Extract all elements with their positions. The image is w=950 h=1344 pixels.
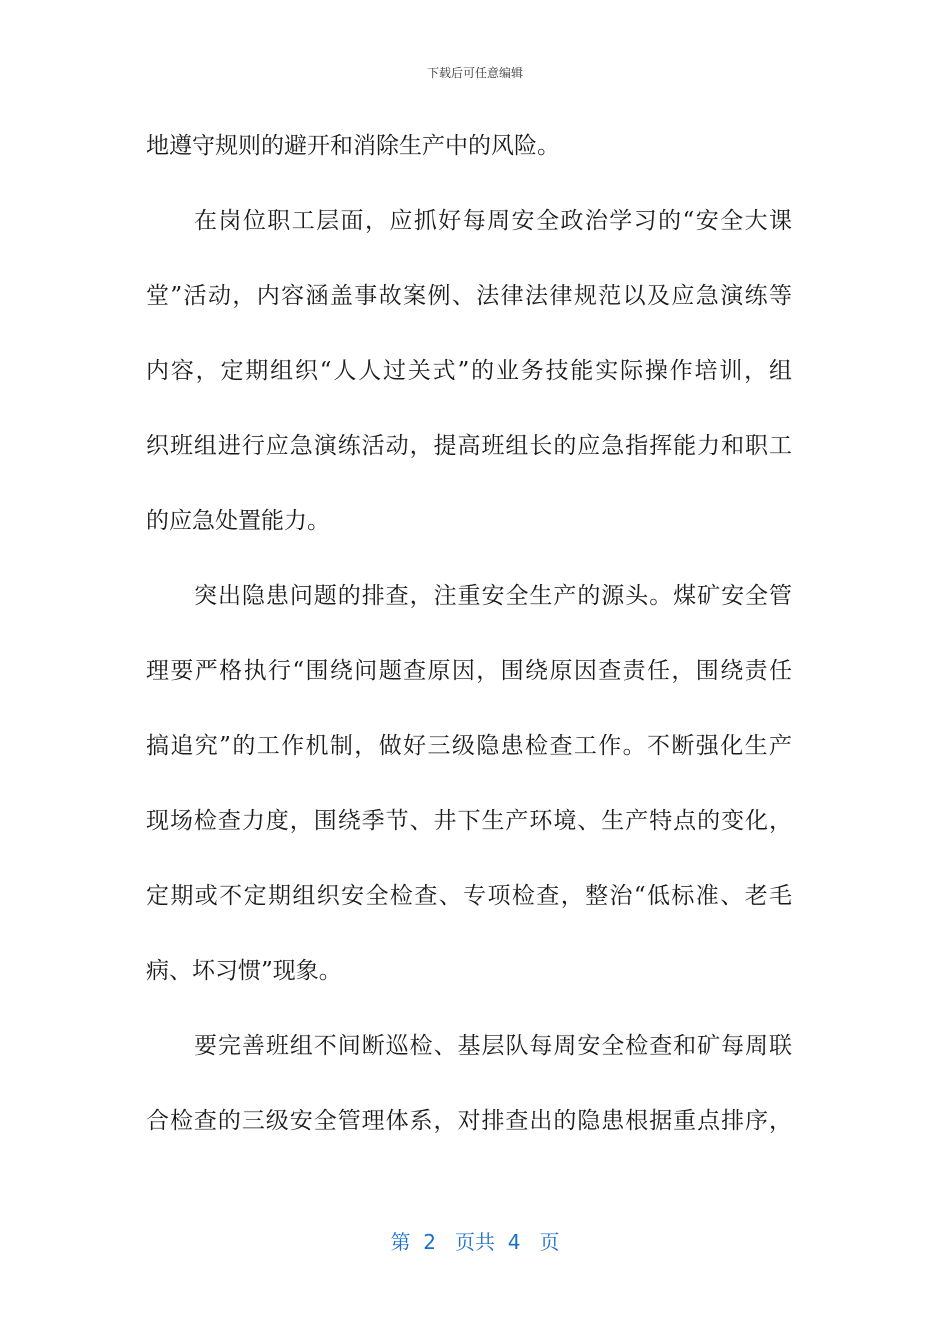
text-line: 地遵守规则的避开和消除生产中的风险。 xyxy=(146,133,560,159)
paragraph-first-line: 要完善班组不间断巡检、基层队每周安全检查和矿每周联 xyxy=(194,1033,792,1059)
text-line: 病、坏习惯”现象。 xyxy=(146,958,342,984)
text-line: 堂”活动，内容涵盖事故案例、法律法律规范以及应急演练等 xyxy=(146,283,792,309)
text-line: 搞追究”的工作机制，做好三级隐患检查工作。不断强化生产 xyxy=(146,733,792,759)
page-header-note: 下载后可任意编辑 xyxy=(426,66,523,80)
text-line: 的应急处置能力。 xyxy=(146,508,330,534)
text-line: 织班组进行应急演练活动，提高班组长的应急指挥能力和职工 xyxy=(146,433,792,459)
paragraph-first-line: 在岗位职工层面，应抓好每周安全政治学习的“安全大课 xyxy=(194,208,792,234)
paragraph-first-line: 突出隐患问题的排查，注重安全生产的源头。煤矿安全管 xyxy=(194,583,792,609)
document-body xyxy=(146,119,792,1169)
text-line: 现场检查力度，围绕季节、井下生产环境、生产特点的变化， xyxy=(146,808,792,834)
text-line: 内容，定期组织“人人过关式”的业务技能实际操作培训，组 xyxy=(146,358,792,384)
text-line: 合检查的三级安全管理体系，对排查出的隐患根据重点排序， xyxy=(146,1108,792,1134)
text-line: 理要严格执行“围绕问题查原因，围绕原因查责任，围绕责任 xyxy=(146,658,792,684)
text-line: 定期或不定期组织安全检查、专项检查，整治“低标准、老毛 xyxy=(146,883,792,909)
page-number-footer: 第 2 页共 4 页 xyxy=(390,1230,560,1254)
